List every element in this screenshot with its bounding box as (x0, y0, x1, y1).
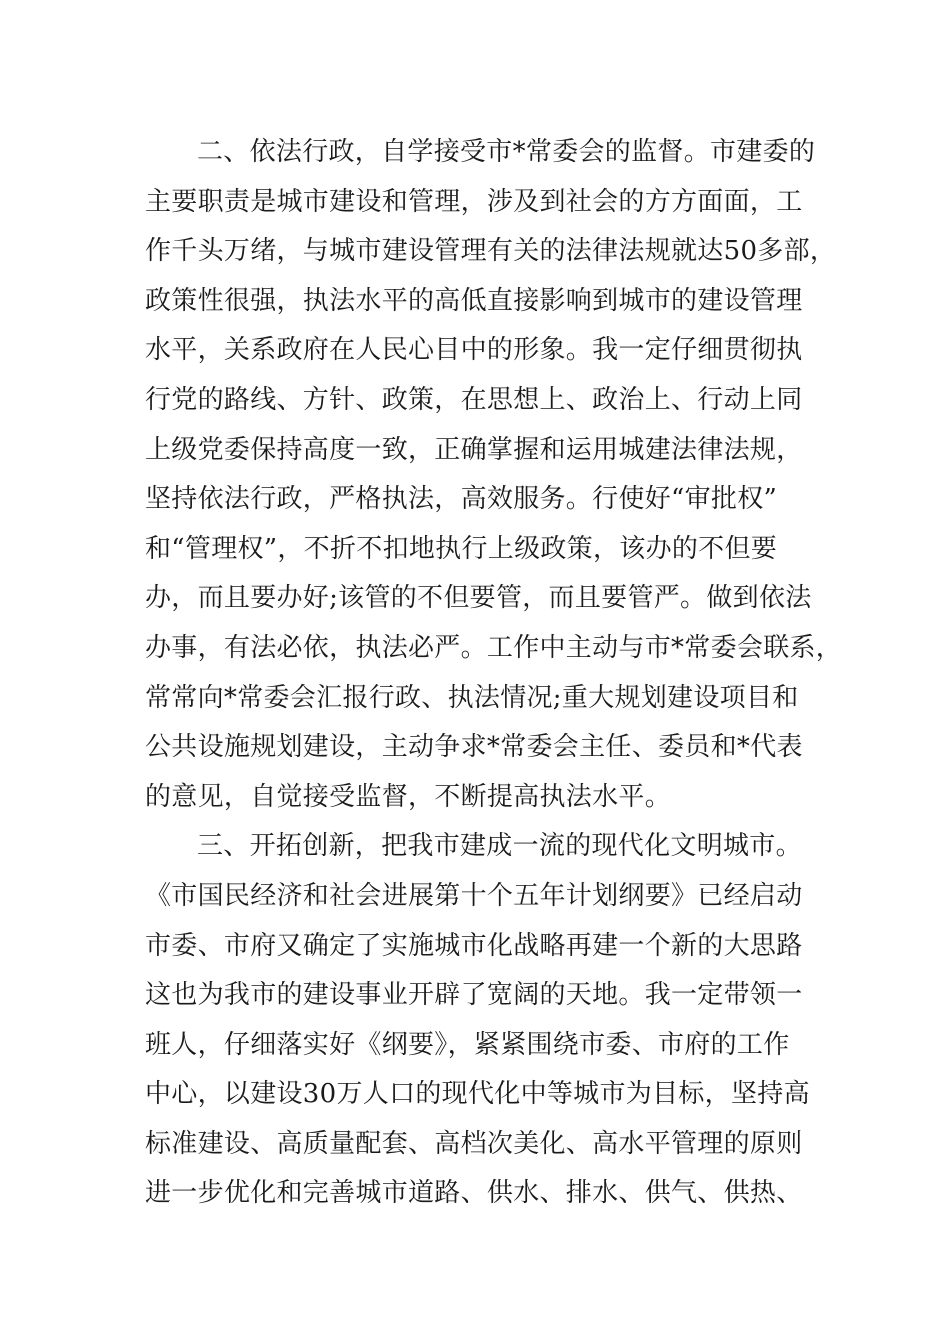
paragraph-line: 中心，以建设30万人口的现代化中等城市为目标，坚持高 (145, 1079, 810, 1110)
paragraph-line: 政策性很强，执法水平的高低直接影响到城市的建设管理 (145, 285, 803, 316)
paragraph-line: 办事，有法必依，执法必严。工作中主动与市*常委会联系， (145, 632, 843, 663)
paragraph-line: 水平，关系政府在人民心目中的形象。我一定仔细贯彻执 (145, 335, 803, 366)
paragraph-line: 班人，仔细落实好《纲要》，紧紧围绕市委、市府的工作 (145, 1029, 790, 1060)
paragraph-line: 标准建设、高质量配套、高档次美化、高水平管理的原则 (145, 1128, 803, 1159)
paragraph-line: 坚持依法行政，严格执法，高效服务。行使好“审批权” (145, 484, 778, 515)
paragraph-line: 行党的路线、方针、政策，在思想上、政治上、行动上同 (145, 384, 803, 415)
paragraph-line: 主要职责是城市建设和管理，涉及到社会的方方面面，工 (145, 186, 803, 217)
paragraph-line: 的意见，自觉接受监督，不断提高执法水平。 (145, 781, 672, 812)
paragraph-line: 市委、市府又确定了实施城市化战略再建一个新的大思路 (145, 930, 803, 961)
paragraph-line: 和“管理权”，不折不扣地执行上级政策，该办的不但要 (145, 533, 778, 564)
paragraph-line: 常常向*常委会汇报行政、执法情况;重大规划建设项目和 (145, 682, 799, 713)
paragraph-line: 二、依法行政，自学接受市*常委会的监督。市建委的 (197, 137, 816, 167)
paragraph-line: 这也为我市的建设事业开辟了宽阔的天地。我一定带领一 (145, 980, 803, 1011)
paragraph-line: 作千头万绪，与城市建设管理有关的法律法规就达50多部， (145, 236, 837, 267)
paragraph-line: 上级党委保持高度一致，正确掌握和运用城建法律法规， (145, 434, 803, 465)
paragraph-line: 办，而且要办好;该管的不但要管，而且要管严。做到依法 (145, 583, 812, 614)
body-text (145, 128, 843, 1219)
paragraph-line: 《市国民经济和社会进展第十个五年计划纲要》已经启动 (145, 880, 803, 911)
paragraph-line: 进一步优化和完善城市道路、供水、排水、供气、供热、 (145, 1178, 803, 1209)
paragraph-line: 三、开拓创新，把我市建成一流的现代化文明城市。 (197, 831, 802, 862)
paragraph-line: 公共设施规划建设，主动争求*常委会主任、委员和*代表 (145, 732, 803, 763)
